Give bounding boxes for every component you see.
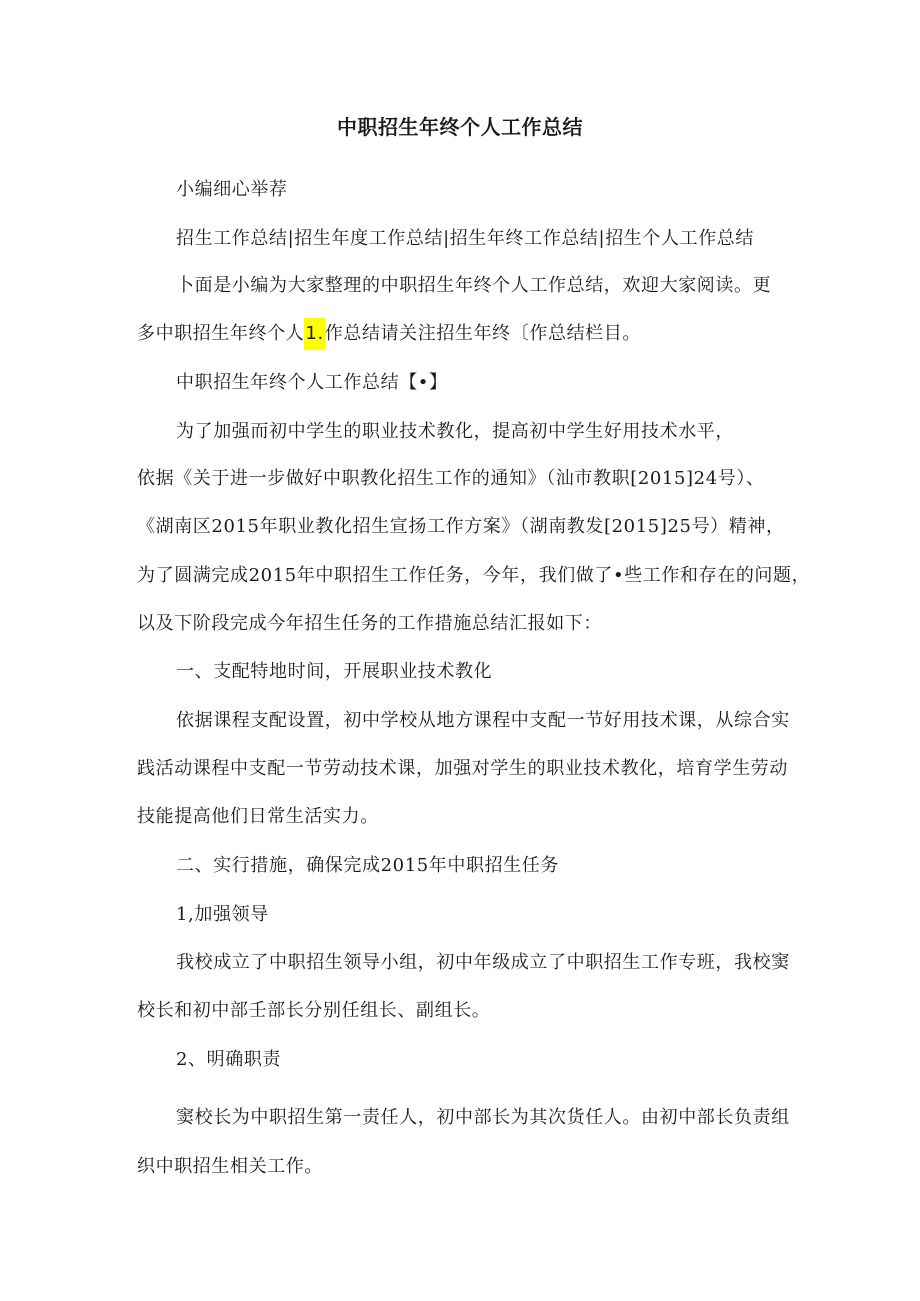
paragraph-1-line-5: 以及下阶段完成今年招生任务的工作措施总结汇报如下： <box>137 613 602 634</box>
paragraph-1-line-2: 依据《关于进一步做好中职教化招生工作的通知》（汕市教职[2015]24号）、 <box>137 468 765 489</box>
paragraph-2-line-1: 依据课程支配设置，初中学校从地方课程中支配一节好用技术课，从综合实 <box>176 710 790 731</box>
heading-2: 二、实行措施，确保完成2015年中职招生任务 <box>176 855 560 876</box>
paragraph-1-line-3: 《湖南区2015年职业教化招生宣扬工作方案》（湖南教发[2015]25号）精神， <box>137 516 785 537</box>
intro-line-2 <box>137 322 641 346</box>
intro-line-2-part-b: 作总结请关注招生年终〔作总结栏目。 <box>324 323 641 344</box>
intro-line-1: 卜面是小编为大家整理的中职招生年终个人工作总结，欢迎大家阅读。更 <box>176 275 772 296</box>
document-title: 中职招生年终个人工作总结 <box>337 115 583 139</box>
paragraph-4-line-1: 窦校长为中职招生第一责任人，初中部长为其次货任人。由初中部长负责组 <box>176 1107 790 1128</box>
paragraph-3-line-1: 我校成立了中职招生领导小组，初中年级成立了中职招生工作专班，我校窦 <box>176 952 790 973</box>
paragraph-1-line-4: 为了圆满完成2015年中职招生工作任务，今年，我们做了•些工作和存在的问题， <box>137 565 811 586</box>
subheading-1: 1,加强领导 <box>176 904 269 925</box>
paragraph-4-line-2: 织中职招生相关工作。 <box>137 1156 323 1177</box>
intro-line-2-part-a: 多中职招生年终个人 <box>137 323 305 344</box>
tags-line: 招生工作总结|招生年度工作总结|招生年终工作总结|招生个人工作总结 <box>176 228 754 249</box>
heading-1: 一、支配特地时间，开展职业技术教化 <box>176 661 493 682</box>
paragraph-1-line-1: 为了加强而初中学生的职业技术教化，提高初中学生好用技术水平， <box>176 421 734 442</box>
paragraph-3-line-2: 校长和初中部壬部长分别任组长、副组长。 <box>137 1000 491 1021</box>
paragraph-2-line-2: 践活动课程中支配一节劳动技术课，加强对学生的职业技术教化，培育学生劳动 <box>137 758 788 779</box>
paragraph-2-line-3: 技能提高他们日常生活实力。 <box>137 806 379 827</box>
highlighted-text: 1. <box>304 318 324 350</box>
section-heading: 中职招生年终个人工作总结【•】 <box>176 372 448 393</box>
subheading-2: 2、明确职责 <box>176 1049 282 1070</box>
recommend-line: 小编细心举荐 <box>176 179 288 200</box>
